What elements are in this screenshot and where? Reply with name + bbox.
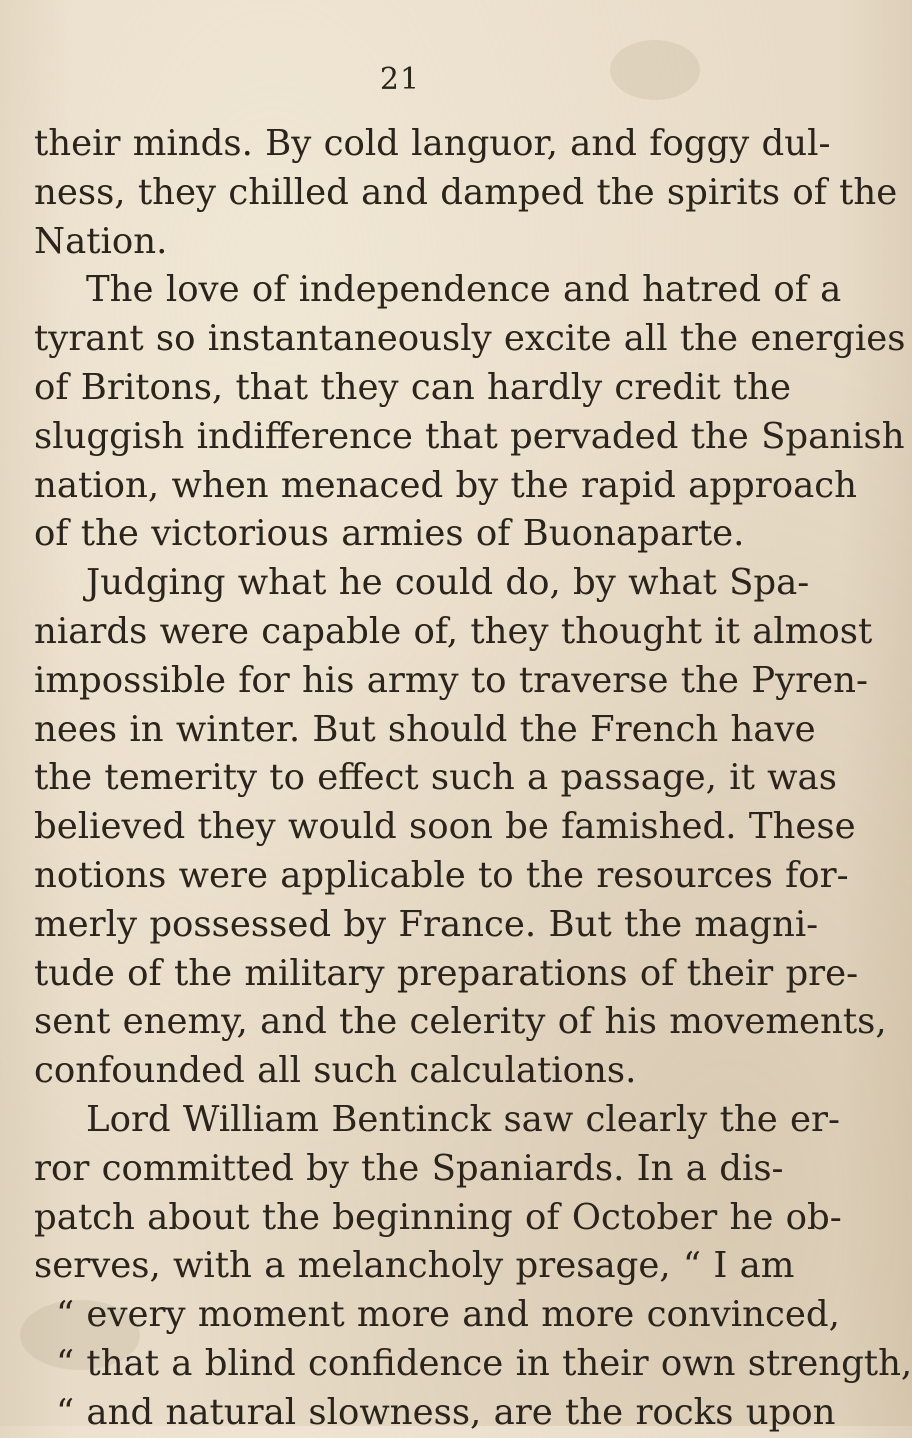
text-line: notions were applicable to the resources for- — [34, 854, 849, 896]
page-number: 21 — [379, 62, 421, 97]
text-line: “ that a blind confidence in their own strength, — [56, 1342, 912, 1384]
body-text — [34, 120, 912, 1438]
text-line: impossible for his army to traverse the Pyren- — [34, 659, 868, 701]
text-line: nees in winter. But should the French have — [34, 708, 816, 750]
text-line: believed they would soon be famished. These — [34, 806, 856, 848]
text-line: ror committed by the Spaniards. In a dis- — [34, 1147, 784, 1189]
text-line: “ every moment more and more convinced, — [56, 1294, 840, 1336]
text-line: their minds. By cold languor, and foggy dul- — [34, 123, 831, 164]
text-line: patch about the beginning of October he ob- — [34, 1196, 842, 1238]
text-line: of the victorious armies of Buonaparte. — [34, 513, 745, 555]
text-line: ness, they chilled and damped the spirits of the — [34, 171, 898, 213]
text-line: confounded all such calculations. — [34, 1050, 637, 1092]
text-line: the temerity to effect such a passage, it was — [34, 757, 837, 799]
text-line: nation, when menaced by the rapid approach — [34, 464, 858, 506]
text-line: tyrant so instantaneously excite all the energies — [34, 318, 906, 360]
text-line: Nation. — [34, 220, 168, 262]
text-line: niards were capable of, they thought it almost — [34, 610, 873, 652]
text-line: of Britons, that they can hardly credit the — [34, 366, 792, 408]
text-line: sluggish indifference that pervaded the Spanish — [34, 415, 905, 457]
text-line: The love of independence and hatred of a — [86, 269, 842, 311]
text-line: Judging what he could do, by what Spa- — [86, 562, 810, 604]
text-line: merly possessed by France. But the magni- — [34, 903, 819, 945]
text-line: serves, with a melancholy presage, “ I am — [34, 1245, 795, 1287]
text-line: Lord William Bentinck saw clearly the er- — [86, 1098, 840, 1140]
text-line: “ and natural slowness, are the rocks upon — [56, 1391, 836, 1433]
text-line: sent enemy, and the celerity of his movements, — [34, 1001, 887, 1043]
text-line: tude of the military preparations of their pre- — [34, 952, 859, 994]
